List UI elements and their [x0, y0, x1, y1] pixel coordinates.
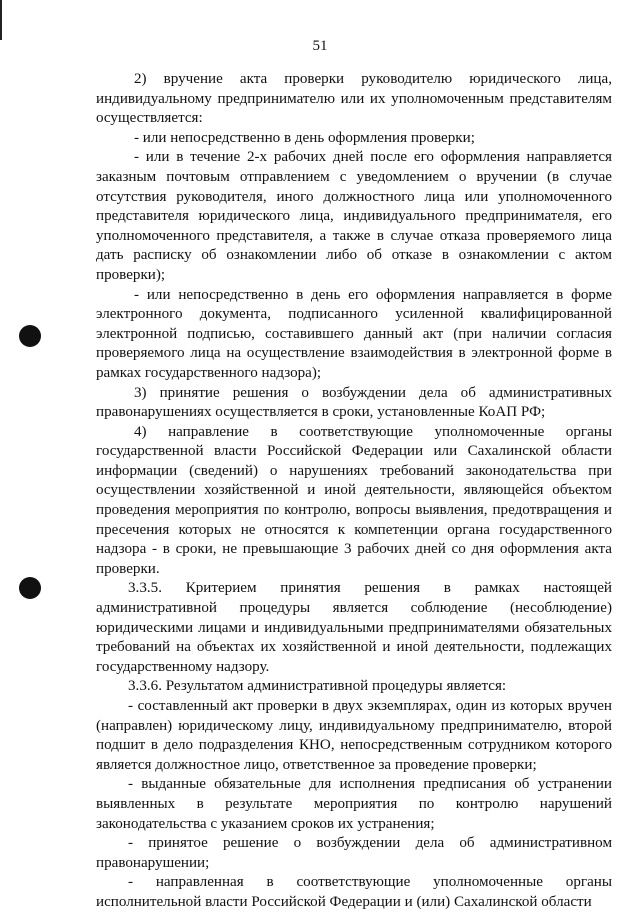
document-body: [96, 70, 612, 913]
paragraph-dash-sent: - направленная в соответствующие уполномоченные органы исполнительной власти Российской Федерации и (или) Сахалинской области: [96, 874, 612, 910]
paragraph-3-3-5: 3.3.5. Критерием принятия решения в рамках настоящей административной процедуры является соблюдение (несоблюдение) юридическими лицами и индивидуальными предпринимателями обязательных требований на объектах их хозяйственной и иной деятельности, подлежащих государственному надзору.: [96, 580, 612, 675]
paragraph-item-3: 3) принятие решения о возбуждении дела об административных правонарушениях осуществляется в сроки, установленные КоАП РФ;: [96, 384, 612, 421]
punch-hole-mark: [19, 577, 41, 599]
paragraph-item-4: 4) направление в соответствующие уполномоченные органы государственной власти Российской Федерации или Сахалинской области информации (сведений) о нарушениях требований законодательства при осуществлении хозяйственной и иной деятельности, являющейся объектом проведения мероприятия по контролю, вопросы выявления, предотвращения и пресечения которых не относятся к компетенции органа государственного надзора - в сроки, не превышающие 3 рабочих дней со дня оформления акта проверки.: [96, 423, 612, 577]
paragraph-dash-same-day: - или непосредственно в день оформления проверки;: [134, 129, 475, 146]
paragraph-dash-act: - составленный акт проверки в двух экземплярах, один из которых вручен (направлен) юридическому лицу, индивидуальному предпринимателю, второй подшит в дело подразделения КНО, непосредственным сотрудником которого является должностное лицо, ответственное за проведение проверки;: [96, 698, 612, 773]
paragraph-dash-electronic: - или непосредственно в день его оформления направляется в форме электронного документа, подписанного усиленной квалифицированной электронной подписью, составившего данный акт (при наличии согласия проверяемого лица на осуществление взаимодействия в электронной форме в рамках государственного надзора);: [96, 286, 612, 381]
paragraph-dash-decision: - принятое решение о возбуждении дела об административном правонарушении;: [96, 835, 612, 871]
paragraph-3-3-6: 3.3.6. Результатом административной процедуры является:: [128, 678, 507, 695]
paragraph-item-2: 2) вручение акта проверки руководителю юридического лица, индивидуальному предпринимателю или их уполномоченным представителям осуществляется:: [96, 71, 612, 127]
paragraph-dash-orders: - выданные обязательные для исполнения предписания об устранении выявленных в результате мероприятия по контролю нарушений законодательства с указанием сроков их устранения;: [96, 776, 612, 832]
punch-hole-mark: [19, 325, 41, 347]
page-number: 51: [312, 38, 328, 54]
paragraph-dash-two-days: - или в течение 2-х рабочих дней после его оформления направляется заказным почтовым отправлением с уведомлением о вручении (в случае отсутствия руководителя, иного должностного лица или уполномоченного представителя юридического лица, индивидуального предпринимателя, его уполномоченного представителя, а также в случае отказа проверяемого лица дать расписку об ознакомлении либо об отказе в ознакомлении с актом проверки);: [96, 149, 612, 283]
page-edge-mark: [0, 0, 2, 40]
